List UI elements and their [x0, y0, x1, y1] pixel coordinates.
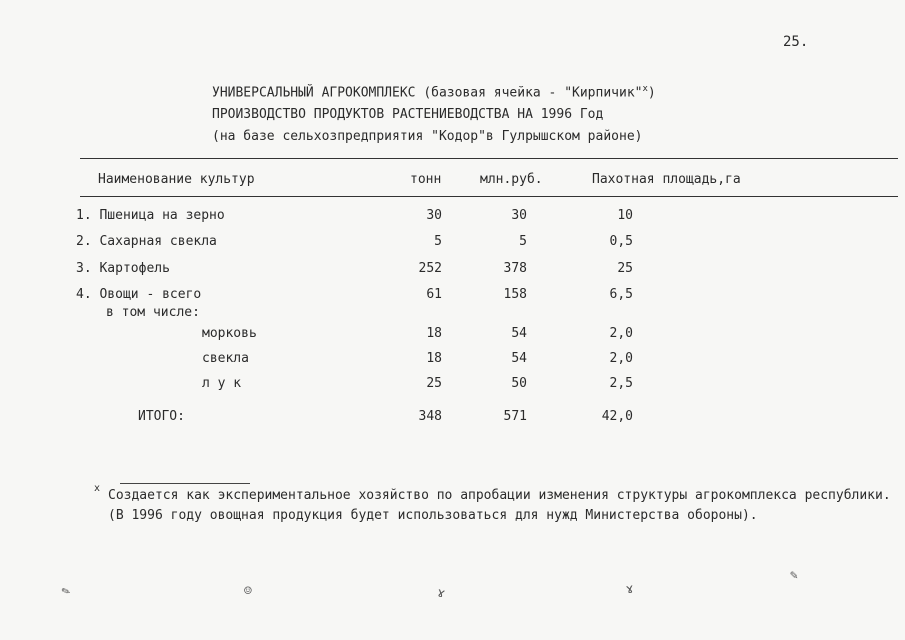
- header-tons: тонн: [410, 172, 442, 187]
- row-name: 2. Сахарная свекла: [76, 234, 217, 249]
- total-area: 42,0: [601, 409, 633, 424]
- handwritten-mark: ɤ: [624, 581, 636, 598]
- title-line-3: (на базе сельхозпредприятия "Кодор"в Гулрышском районе): [212, 129, 643, 145]
- table-row: [0, 376, 905, 396]
- row-name: свекла: [202, 351, 249, 366]
- row-name: 1. Пшеница на зерно: [76, 208, 225, 223]
- row-area: 2,5: [609, 376, 633, 391]
- document-title: [212, 78, 656, 148]
- title-line-1-end: ): [647, 85, 656, 101]
- total-row: [0, 409, 905, 429]
- table-row: [0, 208, 905, 228]
- title-line-2: ПРОИЗВОДСТВО ПРОДУКТОВ РАСТЕНИЕВОДСТВА НА 1996 Год: [212, 107, 604, 123]
- row-area: 6,5: [609, 287, 633, 302]
- row-area: 0,5: [609, 234, 633, 249]
- row-tons: 61: [426, 287, 442, 302]
- handwritten-mark: ✎: [790, 568, 798, 583]
- subheading: в том числе:: [106, 305, 200, 320]
- row-area: 25: [617, 261, 633, 276]
- title-line-1-text: УНИВЕРСАЛЬНЫЙ АГРОКОМПЛЕКС (базовая ячейка - "Кирпичик": [212, 85, 643, 101]
- row-name: 3. Картофель: [76, 261, 170, 276]
- footnote-rule: [120, 483, 250, 484]
- table-row: [0, 287, 905, 307]
- row-rub: 378: [503, 261, 527, 276]
- subheading-row: [0, 305, 905, 325]
- footnote-line-1: Создается как экспериментальное хозяйство по апробации изменения структуры агрокомплекса республики.: [108, 488, 891, 503]
- footnote-mark: х: [94, 483, 101, 494]
- table-row: [0, 326, 905, 346]
- row-rub: 50: [511, 376, 527, 391]
- row-area: 10: [617, 208, 633, 223]
- row-rub: 158: [503, 287, 527, 302]
- row-tons: 30: [426, 208, 442, 223]
- table-row: [0, 261, 905, 281]
- row-rub: 54: [511, 326, 527, 341]
- footnote-line-2: (В 1996 году овощная продукция будет использоваться для нужд Министерства обороны).: [108, 508, 758, 523]
- row-tons: 18: [426, 326, 442, 341]
- table-header-rule: [80, 196, 898, 197]
- header-name: Наименование культур: [98, 172, 255, 187]
- title-line-1: [212, 78, 656, 104]
- row-area: 2,0: [609, 351, 633, 366]
- page-number: 25.: [783, 34, 809, 50]
- total-tons: 348: [418, 409, 442, 424]
- row-area: 2,0: [609, 326, 633, 341]
- handwritten-mark: ɤ: [435, 585, 447, 602]
- row-name: 4. Овощи - всего: [76, 287, 202, 302]
- header-area: Пахотная площадь,га: [592, 172, 741, 187]
- row-rub: 30: [511, 208, 527, 223]
- header-rub: млн.руб.: [480, 172, 543, 187]
- row-tons: 18: [426, 351, 442, 366]
- row-tons: 5: [434, 234, 442, 249]
- row-rub: 5: [519, 234, 527, 249]
- title-footnote-mark: х: [642, 84, 648, 94]
- row-tons: 25: [426, 376, 442, 391]
- handwritten-mark: ✎: [59, 583, 73, 600]
- row-rub: 54: [511, 351, 527, 366]
- table-row: [0, 351, 905, 371]
- table-top-rule: [80, 158, 898, 159]
- row-tons: 252: [418, 261, 442, 276]
- row-name: морковь: [202, 326, 257, 341]
- table-row: [0, 234, 905, 254]
- handwritten-mark: ☺: [244, 584, 252, 599]
- total-label: ИТОГО:: [138, 409, 185, 424]
- row-name: л у к: [202, 376, 242, 391]
- total-rub: 571: [503, 409, 527, 424]
